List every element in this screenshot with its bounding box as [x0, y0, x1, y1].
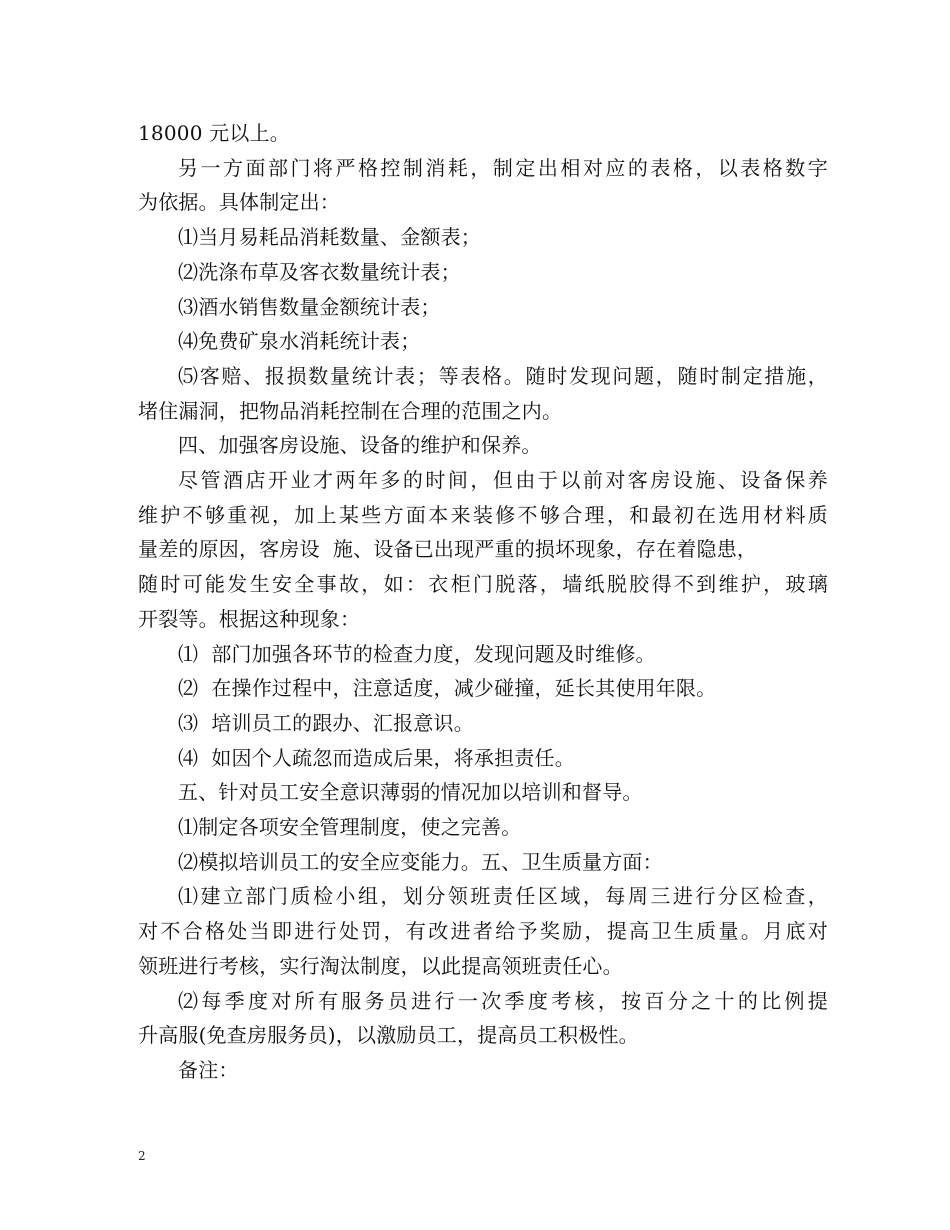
paragraph-line: 为依据。具体制定出：	[138, 190, 340, 215]
paragraph-line: 18000 元以上。	[138, 121, 290, 145]
paragraph-line: 堵住漏洞，把物品消耗控制在合理的范围之内。	[138, 398, 563, 423]
paragraph-line: 另一方面部门将严格控制消耗，制定出相对应的表格，以表格数字	[178, 155, 828, 180]
list-item: ⑴当月易耗品消耗数量、金额表；	[178, 225, 481, 250]
list-item: ⑷免费矿泉水消耗统计表；	[178, 329, 421, 354]
list-item: ⑵洗涤布草及客衣数量统计表；	[178, 259, 461, 284]
document-body	[138, 116, 828, 1088]
list-item: ⑸客赔、报损数量统计表；等表格。随时发现问题，随时制定措施，	[178, 363, 828, 388]
list-item: ⑴建立部门质检小组，划分领班责任区域，每周三进行分区检查，	[178, 884, 828, 909]
list-item: ⑵每季度对所有服务员进行一次季度考核，按百分之十的比例提	[178, 988, 828, 1013]
list-item: ⑷ 如因个人疏忽而造成后果，将承担责任。	[178, 745, 575, 770]
paragraph-line: 尽管酒店开业才两年多的时间，但由于以前对客房设施、设备保养	[178, 468, 828, 493]
paragraph-line: 升高服(免查房服务员)，以激励员工，提高员工积极性。	[138, 1023, 639, 1048]
paragraph-line: 随时可能发生安全事故，如：衣柜门脱落，墙纸脱胶得不到维护，玻璃	[138, 572, 828, 597]
page-number: 2	[138, 1149, 146, 1163]
list-item: ⑵模拟培训员工的安全应变能力。五、卫生质量方面：	[178, 849, 663, 874]
remark-label: 备注：	[178, 1057, 239, 1082]
list-item: ⑶ 培训员工的跟办、汇报意识。	[178, 710, 474, 735]
paragraph-line: 量差的原因，客房设 施、设备已出现严重的损坏现象，存在着隐患，	[138, 537, 758, 562]
paragraph-line: 领班进行考核，实行淘汰制度，以此提高领班责任心。	[138, 953, 623, 978]
paragraph-line: 对不合格处当即进行处罚，有改进者给予奖励，提高卫生质量。月底对	[138, 919, 828, 944]
list-item: ⑵ 在操作过程中，注意适度，减少碰撞，延长其使用年限。	[178, 676, 717, 701]
section-heading: 五、针对员工安全意识薄弱的情况加以培训和督导。	[178, 780, 643, 805]
list-item: ⑴ 部门加强各环节的检查力度，发现问题及时维修。	[178, 641, 656, 666]
section-heading: 四、加强客房设施、设备的维护和保养。	[178, 433, 542, 458]
list-item: ⑴制定各项安全管理制度，使之完善。	[178, 815, 522, 840]
list-item: ⑶酒水销售数量金额统计表；	[178, 294, 441, 319]
paragraph-line: 开裂等。根据这种现象：	[138, 606, 361, 631]
paragraph-line: 维护不够重视，加上某些方面本来装修不够合理，和最初在选用材料质	[138, 502, 828, 527]
